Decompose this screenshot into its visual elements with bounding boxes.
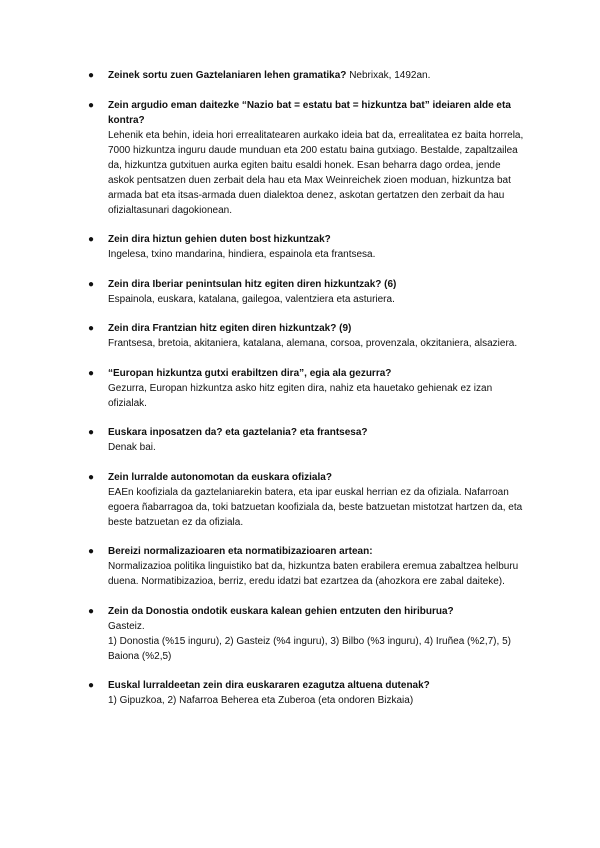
list-item xyxy=(84,68,524,83)
question-text: Euskal lurraldeetan zein dira euskararen ezagutza altuena dutenak? xyxy=(108,680,430,691)
bullet-icon: ● xyxy=(88,278,95,290)
question-text: Zeinek sortu zuen Gaztelaniaren lehen gramatika? xyxy=(108,70,347,81)
question-text: Bereizi normalizazioaren eta normatibizazioaren artean: xyxy=(108,546,373,557)
question-text: Euskara inposatzen da? eta gaztelania? eta frantsesa? xyxy=(108,427,368,438)
bullet-icon: ● xyxy=(88,99,95,111)
list-item xyxy=(84,321,524,351)
answer-text: EAEn koofiziala da gaztelaniarekin batera, eta ipar euskal herrian ez da ofiziala. Nafarroan egoera ñabarragoa da, toki batzuetan koofiziala da, beste batzuetan mistotzat hartzen da, eta beste batzuetan ez da ofiziala. xyxy=(108,486,523,528)
question-text: Zein argudio eman daitezke “Nazio bat = estatu bat = hizkuntza bat” ideiaren alde eta kontra? xyxy=(108,99,511,126)
answer-text: Espainola, euskara, katalana, gailegoa, valentziera eta asturiera. xyxy=(108,293,395,305)
bullet-icon: ● xyxy=(88,680,95,691)
list-item xyxy=(84,366,524,411)
answer-text: Denak bai. xyxy=(108,442,156,453)
list-item xyxy=(84,232,524,262)
bullet-icon: ● xyxy=(88,605,95,617)
question-text: Zein dira Frantzian hitz egiten diren hizkuntzak? (9) xyxy=(108,323,352,334)
list-item xyxy=(84,425,524,455)
bullet-icon: ● xyxy=(88,367,95,379)
list-item xyxy=(84,544,524,589)
answer-line: Gasteiz. xyxy=(108,620,145,632)
answer-text: Lehenik eta behin, ideia hori errealitatearen aurkako ideia bat da, errealitatea ez baita horrela, 7000 hizkuntza inguru daude munduan eta 200 estatu baina gutxiago. Bestalde, zapaltzailea da, hizkuntza gutxituen aurka egiten baitu esaldi honek. Esan beharra dago ordea, jende askok pentsatzen duen zerbait dela hau eta Max Weinreichek zioen moduan, hizkuntza bat armada bat eta itsas-armada duen dialektoa denez, askotan gertatzen den zerbait da hau ofizialtasunari dagokionean. xyxy=(108,129,524,216)
question-text: Zein dira hiztun gehien duten bost hizkuntzak? xyxy=(108,234,331,245)
question-text: “Europan hizkuntza gutxi erabiltzen dira”, egia ala gezurra? xyxy=(108,367,392,379)
bullet-icon: ● xyxy=(88,471,95,483)
question-text: Zein lurralde autonomotan da euskara ofiziala? xyxy=(108,471,332,483)
answer-text: Normalizazioa politika linguistiko bat da, hizkuntza baten erabilera eremua zabaltzea helburu duena. Normatibizazioa, berriz, eredu idatzi bat ezartzea da (ahozkora ere zabal daiteke). xyxy=(108,561,519,587)
answer-line: 1) Donostia (%15 inguru), 2) Gasteiz (%4 inguru), 3) Bilbo (%3 inguru), 4) Iruñea (%2,7), 5) Baiona (%2,5) xyxy=(108,635,511,662)
bullet-icon: ● xyxy=(88,70,95,81)
bullet-icon: ● xyxy=(88,323,95,334)
list-item xyxy=(84,98,524,218)
bullet-icon: ● xyxy=(88,427,95,438)
bullet-icon: ● xyxy=(88,234,95,245)
list-item xyxy=(84,604,524,664)
question-text: Zein da Donostia ondotik euskara kalean gehien entzuten den hiriburua? xyxy=(108,605,454,617)
list-item xyxy=(84,678,524,708)
list-item xyxy=(84,277,524,307)
question-text: Zein dira Iberiar penintsulan hitz egiten diren hizkuntzak? (6) xyxy=(108,278,397,290)
question-answer-list xyxy=(84,68,524,723)
answer-text: 1) Gipuzkoa, 2) Nafarroa Beherea eta Zuberoa (eta ondoren Bizkaia) xyxy=(108,695,414,706)
answer-text: Ingelesa, txino mandarina, hindiera, espainola eta frantsesa. xyxy=(108,249,376,260)
answer-text xyxy=(108,619,524,664)
answer-text: Nebrixak, 1492an. xyxy=(349,70,431,81)
list-item xyxy=(84,470,524,530)
bullet-icon: ● xyxy=(88,546,95,557)
answer-text: Gezurra, Europan hizkuntza asko hitz egiten dira, nahiz eta hauetako gehienak ez izan ofizialak. xyxy=(108,382,493,409)
answer-text: Frantsesa, bretoia, akitaniera, katalana, alemana, corsoa, provenzala, okzitaniera, alsaziera. xyxy=(108,338,518,349)
